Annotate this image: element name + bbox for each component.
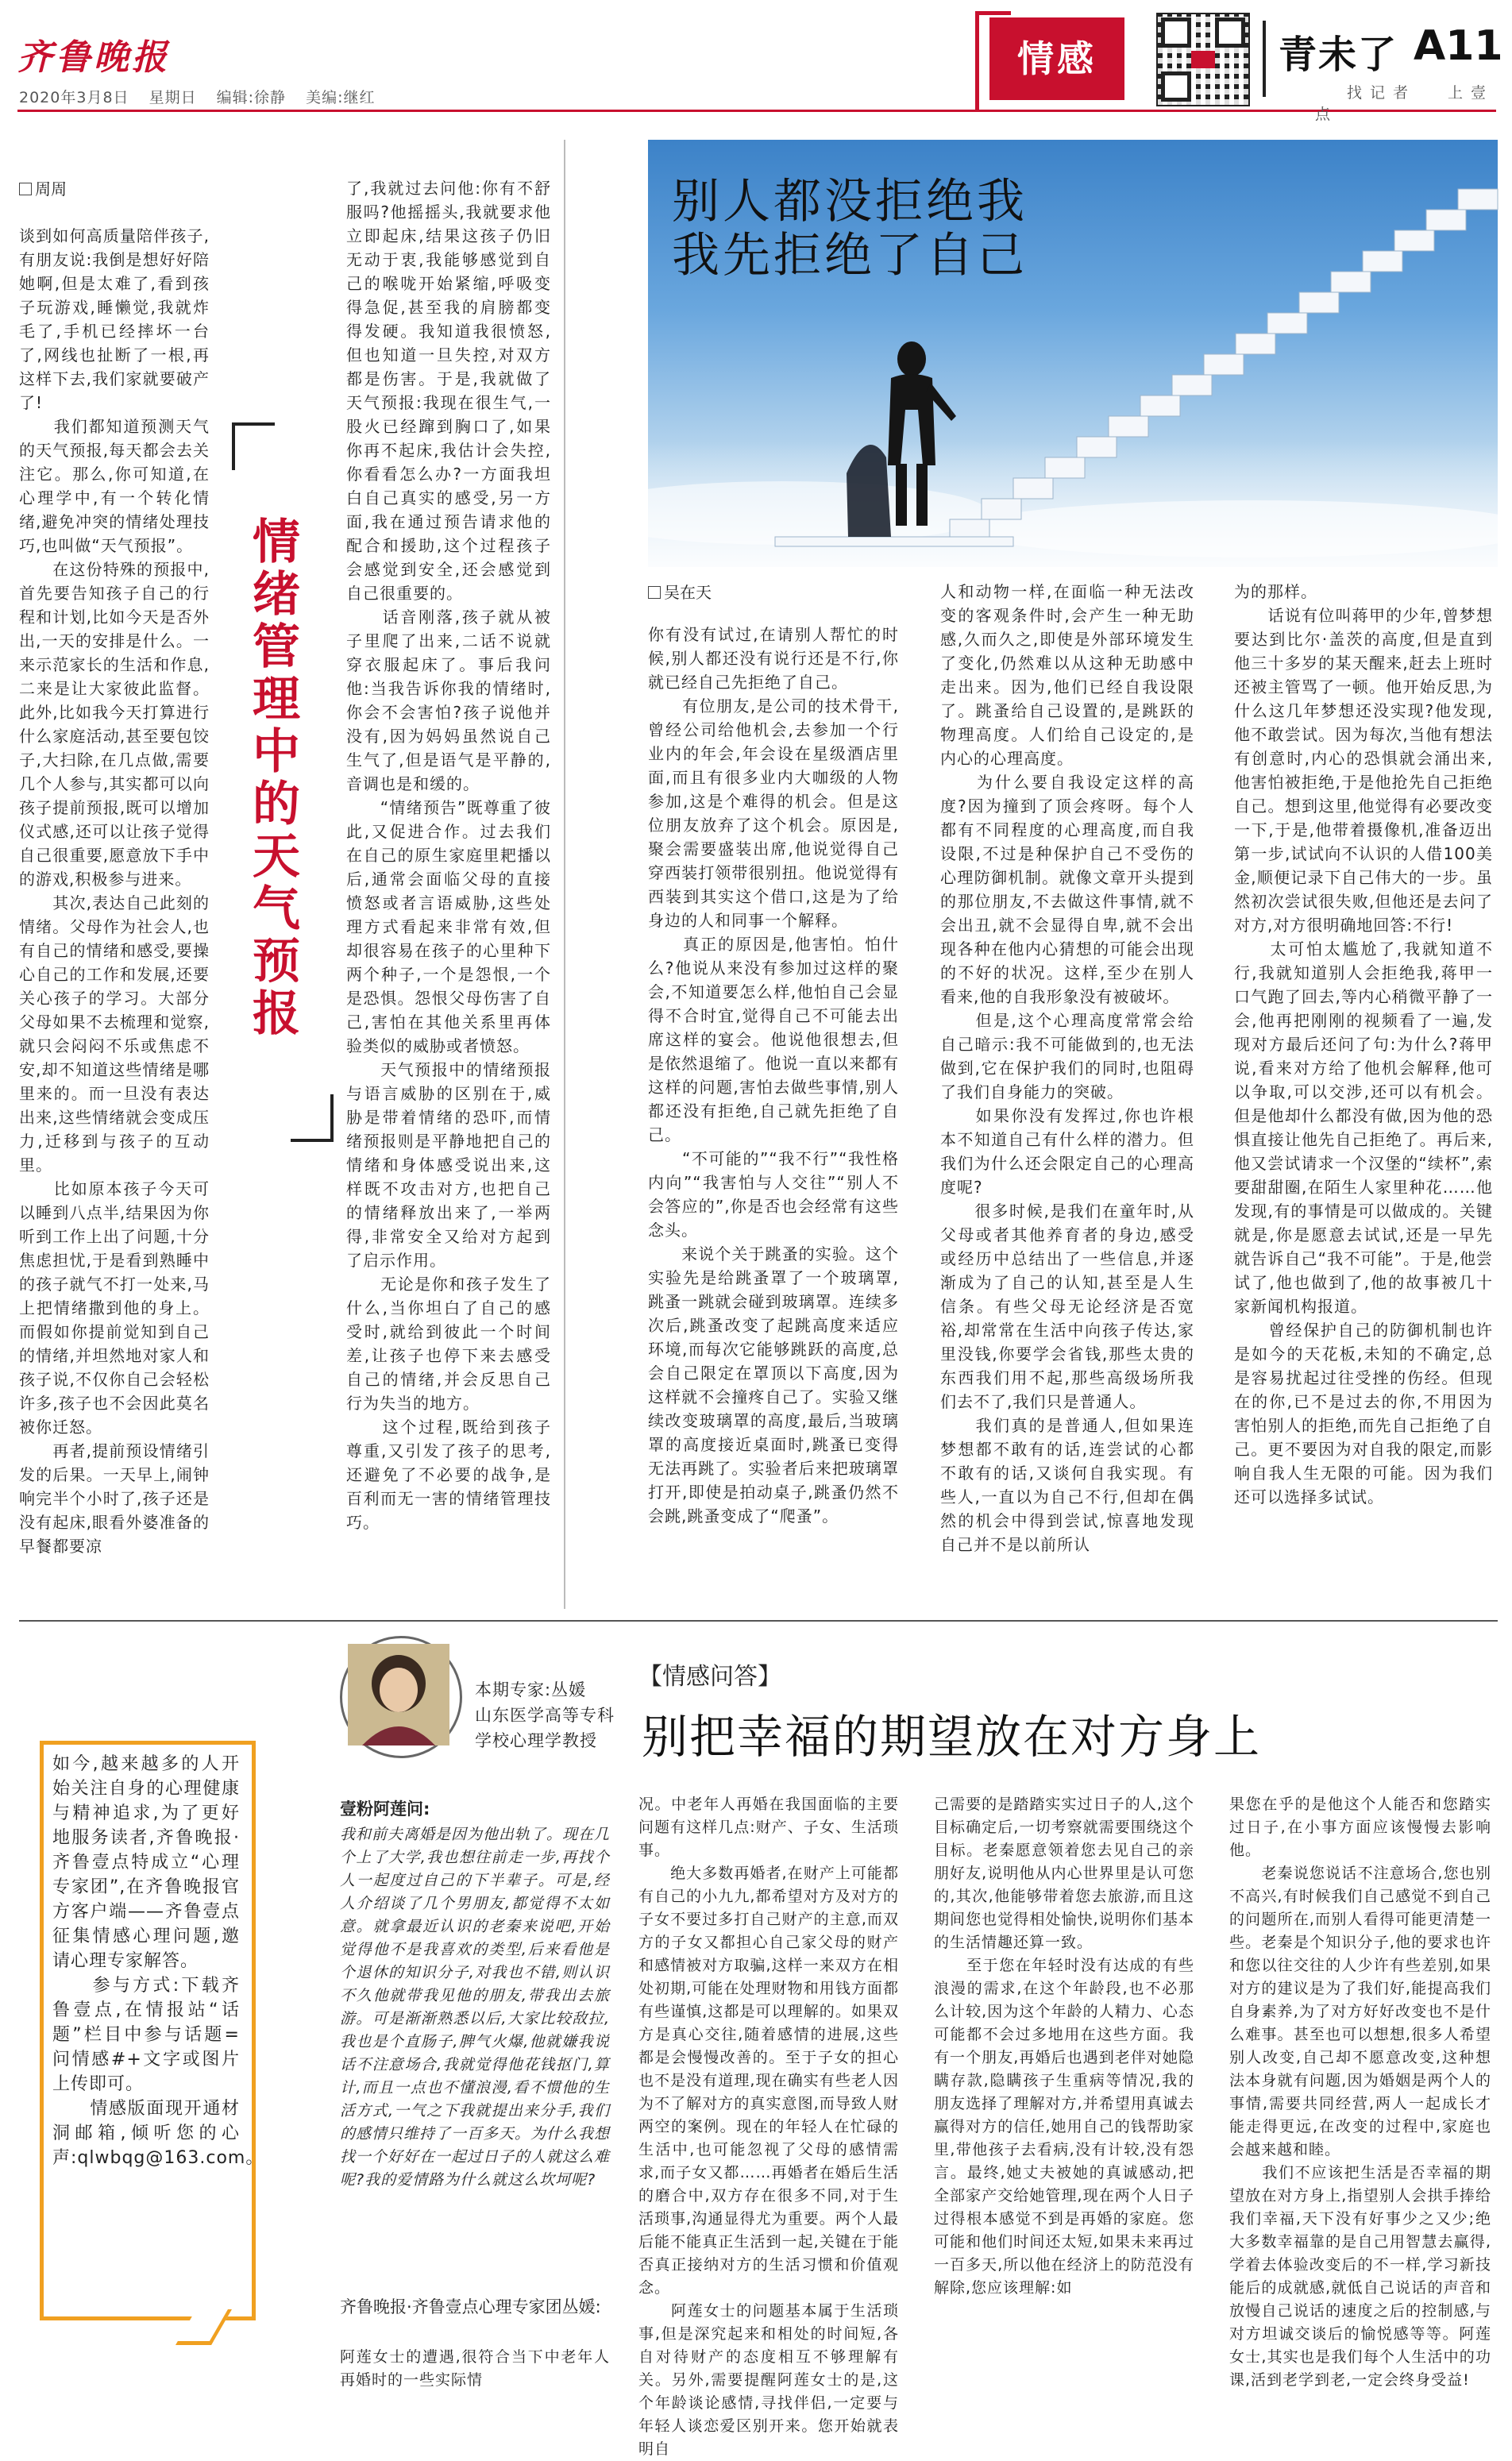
article2-col1: 你有没有试过,在请别人帮忙的时候,别人都还没有说行还是不行,你就已经自己先拒绝了自己。 有位朋友,是公司的技术骨干,曾经公司给他机会,去参加一个行业内的年会,年会设在星级酒店里面,而且有很多业内大咖级的人物参加,这是个难得的机会。但是这位朋友放弃了这个机会。原因是,聚会需要盛装出席,他说觉得自己穿西装打领带很别扭。他说觉得有西装到其实这个借口,这是为了给身边的人和同事一个解释。 真正的原因是,他害怕。怕什么?他说从来没有参加过这样的聚会,不知道要怎么样,他怕自己会显得不合时宜,觉得自己不可能去出席这样的宴会。他说他很想去,但是依然退缩了。他说一直以来都有这样的问题,害怕去做些事情,别人都还没有拒绝,自己就先拒绝了自己。 “不可能的”“我不行”“我性格内向”“我害怕与人交往”“别人不会答应的”,你是否也会经常有这些念头。 来说个关于跳蚤的实验。这个实验先是给跳蚤罩了一个玻璃罩,跳蚤一跳就会碰到玻璃罩。连续多次后,跳蚤改变了起跳高度来适应环境,而每次它能够跳跃的高度,总会自己限定在罩顶以下高度,因为这样就不会撞疼自己了。实验又继续改变玻璃罩的高度,最后,当玻璃罩的高度接近桌面时,跳蚤已变得无法再跳了。实验者后来把玻璃罩打开,即使是拍动桌子,跳蚤仍然不会跳,跳蚤变成了“爬蚤”。 [648, 625, 899, 1526]
editor-credit: 编辑:徐静 [216, 89, 287, 106]
reply-col4: 果您在乎的是他这个人能否和您踏实过日子,在小事方面应该慢慢去影响他。 老秦说您说话不注意场合,您也别不高兴,有时候我们自己感觉不到自己的问题所在,而别人看得可能更清楚一些。老秦是个知识分子,他的要求也许和您以往交往的人少许有些差别,如果对方的建议是为了我们好,能提高我们自身素养,为了对方好好改变也不是什么难事。甚至也可以想想,很多人希望别人改变,自己却不愿意改变,这种想法本身就有问题,因为婚姻是两个人的事情,需要共同经营,两人一起成长才能走得更远,在改变的过程中,家庭也会越来越和睦。 我们不应该把生活是否幸福的期望放在对方身上,指望别人会拱手捧给我们幸福,天下没有好事少之又少;绝大多数幸福靠的是自己用智慧去赢得,学着去体验改变后的不一样,学习新技能后的成就感,就低自己说话的声音和放慢自己说话的速度之后的控制感,与对方坦诚交谈后的愉悦感等等。阿莲女士,其实也是我们每个人生活中的功课,活到老学到老,一定会终身受益! [1229, 1796, 1491, 2389]
header-rule [17, 110, 1496, 112]
expert-title: 学校心理学教授 [475, 1731, 597, 1750]
issue-weekday: 星期日 [148, 89, 197, 106]
reply-col3: 己需要的是踏踏实实过日子的人,这个目标确定后,一切考察就需要围绕这个目标。老秦愿意领着您去见自己的亲朋好友,说明他从内心世界里是认可您的,其次,他能够带着您去旅游,而且这期间您也觉得相处愉快,说明你们基本的生活情趣还算一致。 至于您在年轻时没有达成的有些浪漫的需求,在这个年龄段,也不必那么计较,因为这个年龄的人精力、心态可能都不会过多地用在这些方面。我有一个朋友,再婚后也遇到老伴对她隐瞒存款,隐瞒孩子生重病等情况,我的朋友选择了理解对方,并希望用真诚去赢得对方的信任,她用自己的钱帮助家里,带他孩子去看病,没有计较,没有怨言。最终,她丈夫被她的真诚感动,把全部家产交给她管理,现在两个人日子过得根本感觉不到是再婚的家庭。您可能和他们时间还太短,如果未来再过一百多天,所以他在经济上的防范没有解除,您应该理解:如 [934, 1796, 1194, 2297]
article2-headline-line2: 我先拒绝了自己 [672, 228, 1028, 284]
designer-credit: 美编:继红 [306, 89, 376, 106]
newspaper-logo: 齐鲁晚报 [17, 37, 170, 78]
article1-author: 周周 [19, 176, 67, 199]
article1-col1: 谈到如何高质量陪伴孩子,有朋友说:我倒是想好好陪她啊,但是太难了,看到孩子玩游戏,睡懒觉,我就炸毛了,手机已经摔坏一台了,网线也扯断了一根,再这样下去,我们家就要破产了! 我们都知道预测天气的天气预报,每天都会去关注它。那么,你可知道,在心理学中,有一个转化情绪,避免冲突的情绪处理技巧,也叫做“天气预报”。 在这份特殊的预报中,首先要告知孩子自己的行程和计划,比如今天是否外出,一天的安排是什么。一来示范家长的生活和作息,二来是让大家彼此监督。此外,比如我今天打算进行什么家庭活动,甚至要包饺子,大扫除,在几点做,需要几个人参与,其实都可以向孩子提前预报,既可以增加仪式感,还可以让孩子觉得自己很重要,愿意放下手中的游戏,积极参与进来。 其次,表达自己此刻的情绪。父母作为社会人,也有自己的情绪和感受,要操心自己的工作和发展,还要关心孩子的学习。大部分父母如果不去梳理和觉察,就只会闷闷不乐或焦虑不安,却不知道这些情绪是哪里来的。而一旦没有表达出来,这些情绪就会变成压力,迁移到与孩子的互动里。 比如原本孩子今天可以睡到八点半,结果因为你听到工作上出了问题,十分焦虑担忧,于是看到熟睡中的孩子就气不打一处来,马上把情绪撒到他的身上。而假如你提前觉知到自己的情绪,并坦然地对家人和孩子说,不仅你自己会轻松许多,孩子也不会因此莫名被你迁怒。 再者,提前预设情绪引发的后果。一天早上,闹钟响完半个小时了,孩子还是没有起床,眼看外婆准备的早餐都要凉 [19, 226, 210, 1556]
article2-headline-line1: 别人都没拒绝我 [672, 174, 1028, 230]
qr-code-icon[interactable] [1156, 13, 1250, 106]
article2-col3: 为的那样。 话说有位叫蒋甲的少年,曾梦想要达到比尔·盖茨的高度,但是直到他三十多岁的某天醒来,赶去上班时还被主管骂了一顿。他开始反思,为什么这几年梦想还没实现?他发现,他不敢尝试。因为每次,当他有想法有创意时,内心的恐惧就会涌出来,他害怕被拒绝,于是他抢先自己拒绝自己。想到这里,他觉得有必要改变一下,于是,他带着摄像机,准备迈出第一步,试试向不认识的人借100美金,顺便记录下自己伟大的一步。虽然初次尝试很失败,但他还是去问了对方,对方很明确地回答:不行! 太可怕太尴尬了,我就知道不行,我就知道别人会拒绝我,蒋甲一口气跑了回去,等内心稍微平静了一会,他再把刚刚的视频看了一遍,发现对方最后还问了句:为什么?蒋甲说,看来对方给了他机会解释,他可以争取,可以交涉,还可以有机会。但是他却什么都没有做,因为他的恐惧直接让他先自己拒绝了。再后来,他又尝试请求一个汉堡的“续杯”,索要甜甜圈,在陌生人家里种花……他发现,有的事情是可以做成的。关键就是,你是愿意去试试,还是一早先就告诉自己“我不可能”。于是,他尝试了,他也做到了,他的故事被几十家新闻机构报道。 曾经保护自己的防御机制也许是如今的天花板,未知的不确定,总是容易扰起过往受挫的伤经。但现在的你,已不是过去的你,不用因为害怕别人的拒绝,而先自己拒绝了自己。更不要因为对自我的限定,而影响自我人生无限的可能。因为我们还可以选择多试试。 [1234, 582, 1493, 1506]
reporter-hint [1315, 81, 1512, 124]
reply-signature: 齐鲁晚报·齐鲁壹点心理专家团丛媛: [340, 2297, 601, 2316]
issue-date: 2020年3月8日 [19, 89, 129, 106]
article2-author: 吴在天 [648, 580, 712, 603]
page-number: A11 [1414, 22, 1503, 70]
reporter-hint-2: 上壹点 [1315, 84, 1495, 123]
advice-tag: 【情感问答】 [638, 1663, 781, 1691]
expert-name: 本期专家:丛媛 [475, 1680, 587, 1699]
column-rule [564, 140, 565, 1609]
expert-avatar [348, 1644, 449, 1745]
section-divider [19, 1620, 1498, 1622]
section-name: 青未了 [1279, 33, 1398, 77]
title-bracket-bottom [291, 1094, 334, 1142]
title-bracket-top [232, 422, 275, 470]
article1-title: 情绪管理中的天气预报 [253, 515, 300, 1042]
article2-col2: 人和动物一样,在面临一种无法改变的客观条件时,会产生一种无助感,久而久之,即使是外部环境发生了变化,仍然难以从这种无助感中走出来。因为,他们已经自我设限了。跳蚤给自己设置的,是跳跃的物理高度。人们给自己设定的,是内心的心理高度。 为什么要自我设定这样的高度?因为撞到了顶会疼呀。每个人都有不同程度的心理高度,而自我设限,不过是种保护自己不受伤的心理防御机制。就像文章开头提到的那位朋友,不去做这件事情,就不会出丑,就不会显得自卑,就不会出现各种在他内心猜想的可能会出现的不好的状况。这样,至少在别人看来,他的自我形象没有被破坏。 但是,这个心理高度常常会给自己暗示:我不可能做到的,也无法做到,它在保护我们的同时,也阻碍了我们自身能力的突破。 如果你没有发挥过,你也许根本不知道自己有什么样的潜力。但我们为什么还会限定自己的心理高度呢? 很多时候,是我们在童年时,从父母或者其他养育者的身边,感受或经历中总结出了一些信息,并逐渐成为了自己的认知,甚至是人生信条。有些父母无论经济是否宽裕,却常常在生活中向孩子传达,家里没钱,你要学会省钱,那些太贵的东西我们用不起,那些高级场所我们去不了,我们只是普通人。 我们真的是普通人,但如果连梦想都不敢有的话,连尝试的心都不敢有的话,又谈何自我实现。有些人,一直以为自己不行,但却在偶然的机会中得到尝试,惊喜地发现自己并不是以前所认 [940, 582, 1194, 1554]
advice-title: 别把幸福的期望放在对方身上 [642, 1710, 1262, 1764]
letter-text: 我和前夫离婚是因为他出轨了。现在几个上了大学,我也想往前走一步,再找个人一起度过自己的下半辈子。可是,经人介绍谈了几个男朋友,都觉得不太如意。就拿最近认识的老秦来说吧,开始觉得他不是我喜欢的类型,后来看他是个退休的知识分子,对我也不错,则认识不久他就带我见他的朋友,带我出去旅游。可是渐渐熟悉以后,大家比较敌拉,我也是个直肠子,脾气火爆,他就嫌我说话不注意场合,我就觉得他花钱抠门,算计,而且一点也不懂浪漫,看不惯他的生活方式,一气之下我就提出来分手,我们的感情只维持了一百多天。为什么我想找一个好好在一起过日子的人就这么难呢?我的爱情路为什么就这么坎坷呢? [340, 1826, 611, 2189]
expert-affiliation: 山东医学高等专科 [475, 1706, 615, 1725]
reporter-hint-1: 找记者 [1347, 84, 1417, 102]
reply-col2: 况。中老年人再婚在我国面临的主要问题有这样几点:财产、子女、生活琐事。 绝大多数再婚者,在财产上可能都有自己的小九九,都希望对方及对方的子女不要过多打自己财产的主意,而双方的子女又都担心自己家父母的财产和感情被对方取骗,这样一来双方在相处初期,可能在处理财物和用钱方面都有些谨慎,这都是可以理解的。如果双方是真心交往,随着感情的进展,这些都是会慢慢改善的。至于子女的担心也不是没有道理,现在确实有些老人因为不了解对方的真实意图,而导致人财两空的案例。现在的年轻人在忙碌的生活中,也可能忽视了父母的感情需求,而子女又都……再婚者在婚后生活的磨合中,双方存在很多不同,对于生活琐事,沟通显得尤为重要。两个人最后能不能真正生活到一起,关键在于能否真正接纳对方的生活习惯和价值观念。 阿莲女士的问题基本属于生活琐事,但是深究起来和相处的时间短,各自对待财产的态度相互不够理解有关。另外,需要提醒阿莲女士的是,这个年龄谈论感情,寻找伴侣,一定要与年轻人谈恋爱区别开来。您开始就表明自 [638, 1796, 899, 2458]
header-divider [1263, 21, 1266, 97]
issue-info [19, 86, 390, 107]
reply-col1: 阿莲女士的遭遇,很符合当下中老年人再婚时的一些实际情 [340, 2348, 610, 2389]
article1-col2: 了,我就过去问他:你有不舒服吗?他摇摇头,我就要求他立即起床,结果这孩子仍旧无动于衷,我能够感觉到自己的喉咙开始紧缩,呼吸变得急促,甚至我的肩膀都变得发硬。我知道我很愤怒,但也知道一旦失控,对双方都是伤害。于是,我就做了天气预报:我现在很生气,一股火已经蹿到胸口了,如果你再不起床,我估计会失控,你看看怎么办?一方面我坦白自己真实的感受,另一方面,我在通过预告请求他的配合和援助,这个过程孩子会感觉到安全,还会感觉到自己很重要的。 话音刚落,孩子就从被子里爬了出来,二话不说就穿衣服起床了。事后我问他:当我告诉你我的情绪时,你会不会害怕?孩子说他并没有,因为妈妈虽然说自己生气了,但是语气是平静的,音调也是和缓的。 “情绪预告”既尊重了彼此,又促进合作。过去我们在自己的原生家庭里耙播以后,通常会面临父母的直接愤怒或者言语威胁,这些处理方式看起来非常有效,但却很容易在孩子的心里种下两个种子,一个是怨恨,一个是恐惧。怨恨父母伤害了自己,害怕在其他关系里再体验类似的威胁或者愤怒。 天气预报中的情绪预报与语言威胁的区别在于,威胁是带着情绪的恐吓,而情绪预报则是平静地把自己的情绪和身体感受说出来,这样既不攻击对方,也把自己的情绪释放出来了,一举两得,非常安全又给对方起到了启示作用。 无论是你和孩子发生了什么,当你坦白了自己的感受时,就给到彼此一个时间差,让孩子也停下来去感受自己的情绪,并会反思自己行为失当的地方。 这个过程,既给到孩子尊重,又引发了孩子的思考,还避免了不必要的战争,是百利而无一害的情绪管理技巧。 [346, 179, 551, 1532]
letter-sender: 壹粉阿莲问: [340, 1799, 430, 1819]
section-tag: 情感 [1017, 37, 1097, 80]
promo-text: 如今,越来越多的人开始关注自身的心理健康与精神追求,为了更好地服务读者,齐鲁晚报·齐鲁壹点特成立“心理专家团”,在齐鲁晚报官方客户端——齐鲁壹点征集情感心理问题,邀请心理专家解答。 参与方式:下载齐鲁壹点,在情报站“话题”栏目中参与话题=问情感#+文字或图片上传即可。 情感版面现开通材洞邮箱,倾听您的心声:qlwbqg@163.com。 [52, 1754, 264, 2168]
